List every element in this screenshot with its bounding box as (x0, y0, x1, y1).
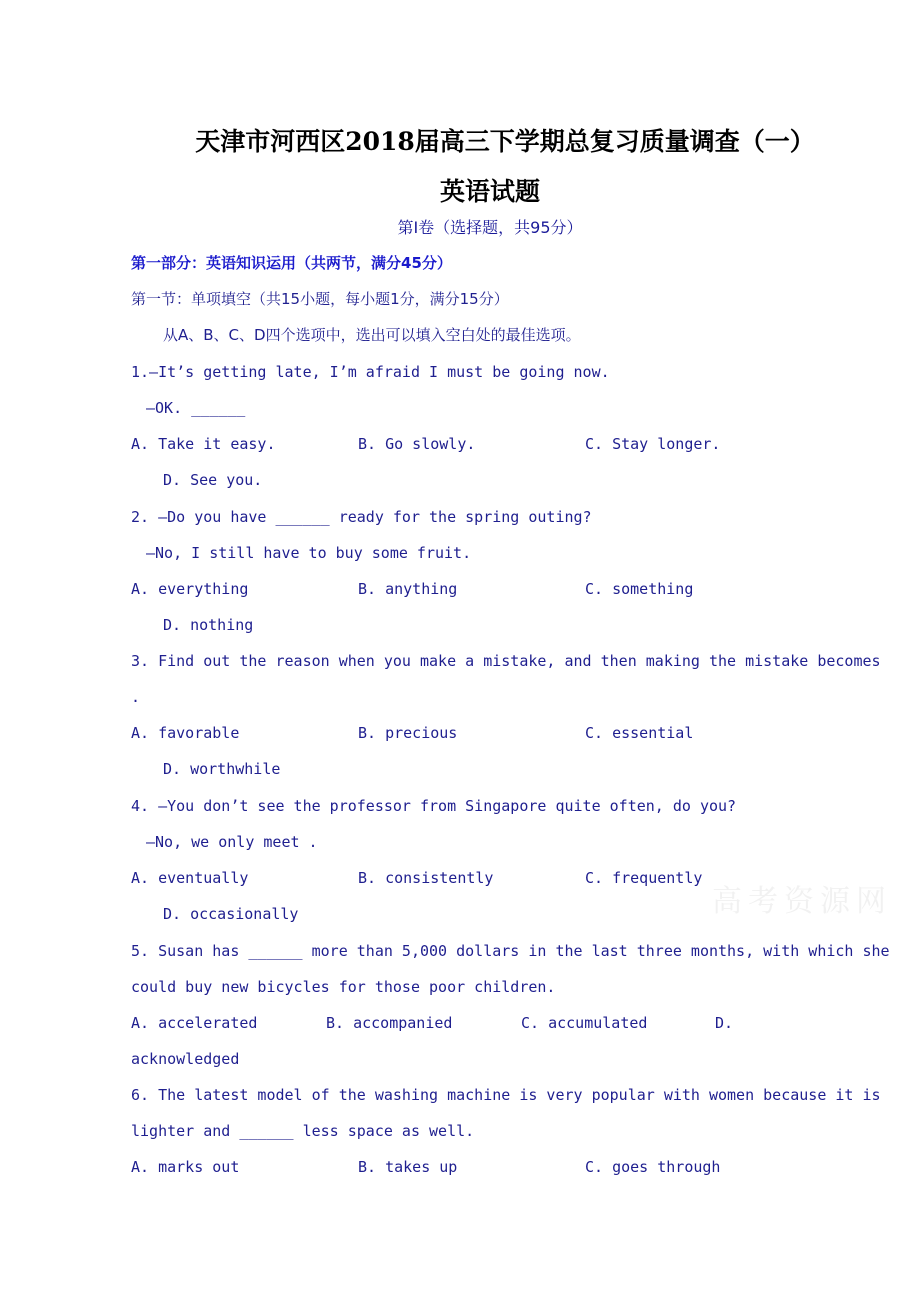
question-5-option-a: A. accelerated (131, 1014, 258, 1032)
question-2-option-d: D. nothing (163, 616, 254, 634)
question-2-option-a: A. everything (131, 580, 249, 598)
question-3-option-b: B. precious (358, 724, 458, 742)
question-2-option-b: B. anything (358, 580, 458, 598)
question-1-reply: —OK. ______ (146, 399, 246, 417)
question-4-stem: 4. —You don’t see the professor from Singapore quite often, do you? (131, 797, 737, 815)
exam-subtitle: 英语试题 (439, 177, 540, 206)
question-5-option-d: D. (715, 1014, 734, 1032)
volume-heading: 第Ⅰ卷（选择题，共95分） (397, 218, 583, 237)
section-heading: 第一节：单项填空（共15小题，每小题1分，满分15分） (131, 290, 509, 308)
question-3-option-d: D. worthwhile (163, 760, 281, 778)
part-heading: 第一部分：英语知识运用（共两节，满分45分） (131, 254, 452, 272)
question-6-option-a: A. marks out (131, 1158, 240, 1176)
question-6-option-c: C. goes through (585, 1158, 721, 1176)
question-3-option-a: A. favorable (131, 724, 240, 742)
question-5-option-b: B. accompanied (326, 1014, 453, 1032)
question-5-stem-cont: could buy new bicycles for those poor children. (131, 978, 556, 996)
question-6-stem: 6. The latest model of the washing machine is very popular with women because it is (131, 1086, 881, 1104)
question-5-option-c: C. accumulated (521, 1014, 648, 1032)
question-1-stem: 1.—It’s getting late, I’m afraid I must be going now. (131, 363, 610, 381)
question-4-option-d: D. occasionally (163, 905, 299, 923)
question-1-option-a: A. Take it easy. (131, 435, 276, 453)
question-2-option-c: C. something (585, 580, 694, 598)
question-3-stem: 3. Find out the reason when you make a mistake, and then making the mistake becomes (131, 652, 881, 670)
question-4-reply: —No, we only meet . (146, 833, 318, 851)
question-4-option-c: C. frequently (585, 869, 703, 887)
question-5-option-d-text: acknowledged (131, 1050, 240, 1068)
question-3-stem-end: . (131, 688, 141, 706)
instruction-text: 从A、B、C、D四个选项中，选出可以填入空白处的最佳选项。 (163, 326, 581, 344)
question-6-option-b: B. takes up (358, 1158, 458, 1176)
question-1-option-b: B. Go slowly. (358, 435, 476, 453)
question-4-option-a: A. eventually (131, 869, 249, 887)
exam-title: 天津市河西区2018届高三下学期总复习质量调查（一） (195, 127, 815, 156)
question-4-option-b: B. consistently (358, 869, 494, 887)
question-1-option-d: D. See you. (163, 471, 263, 489)
question-3-option-c: C. essential (585, 724, 694, 742)
question-5-stem: 5. Susan has ______ more than 5,000 dollars in the last three months, with which she (131, 942, 890, 960)
question-2-stem: 2. —Do you have ______ ready for the spring outing? (131, 508, 592, 526)
watermark: 高考资源网 (712, 884, 892, 919)
question-6-stem-cont: lighter and ______ less space as well. (131, 1122, 475, 1140)
question-2-reply: —No, I still have to buy some fruit. (146, 544, 472, 562)
question-1-option-c: C. Stay longer. (585, 435, 721, 453)
